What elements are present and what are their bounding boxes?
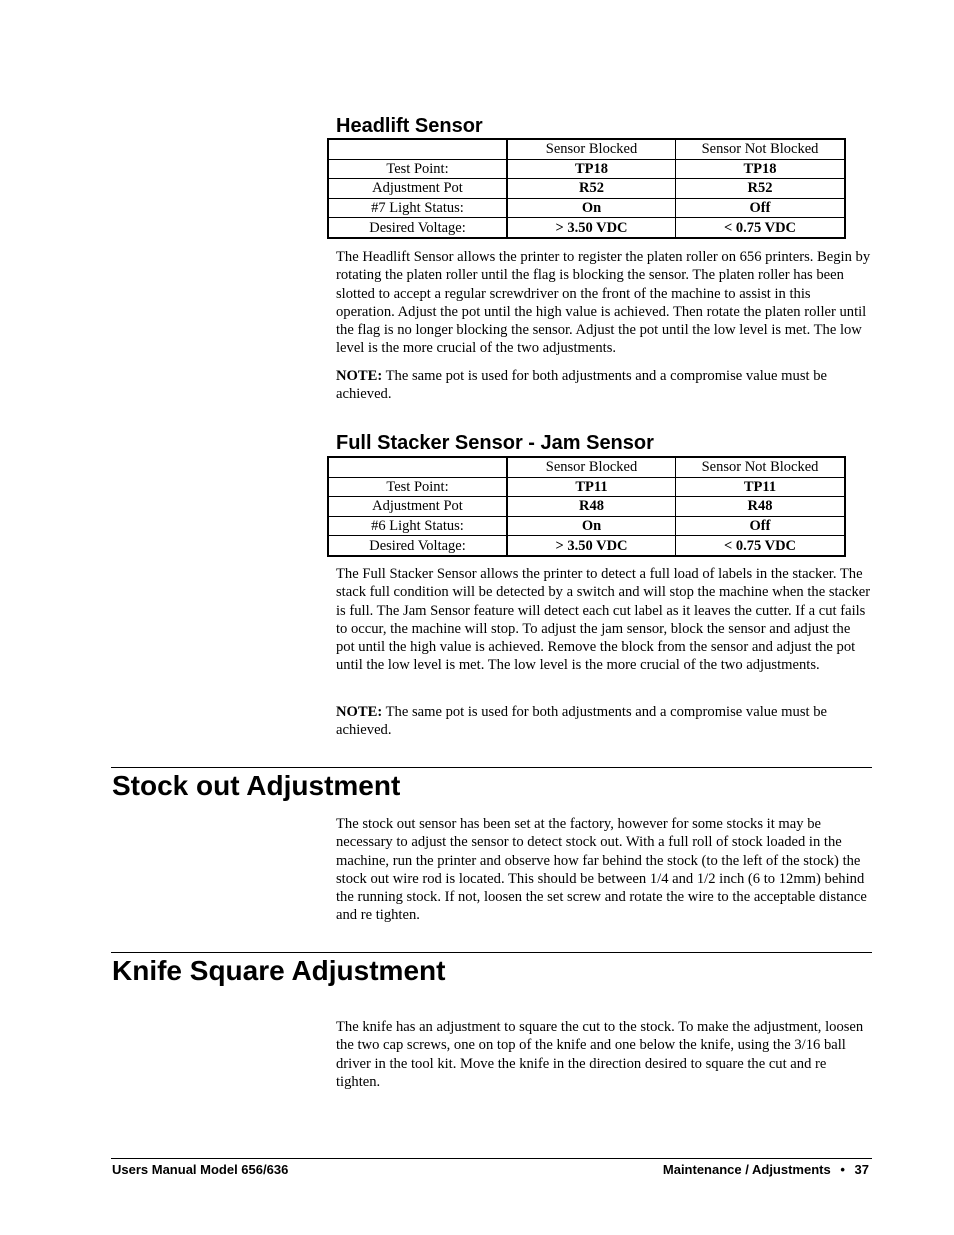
table-row xyxy=(328,536,845,556)
table-cell: TP11 xyxy=(507,477,676,497)
table-row-label: Desired Voltage: xyxy=(328,536,507,556)
table-cell: > 3.50 VDC xyxy=(507,218,676,238)
table-column-header: Sensor Not Blocked xyxy=(676,139,846,159)
knife-square-description: The knife has an adjustment to square the cut to the stock. To make the adjustment, loosen the two cap screws, one on top of the knife and one below the knife, using the 3/16 ball driver in the tool kit. Move the knife in the direction desired to square the cut and re tighten. xyxy=(336,1019,864,1090)
table-row-label: Test Point: xyxy=(328,477,507,497)
stock-out-heading: Stock out Adjustment xyxy=(112,770,401,801)
section-divider xyxy=(111,952,872,953)
table-row xyxy=(328,516,845,536)
table-cell: TP18 xyxy=(507,159,676,179)
table-row-label: Test Point: xyxy=(328,159,507,179)
table-row-label: Adjustment Pot xyxy=(328,497,507,517)
headlift-description: The Headlift Sensor allows the printer to register the platen roller on 656 printers. Begin by rotating the platen roller until the flag is blocking the sensor. The platen roller has been slotted to accept a regular screwdriver on the front of the machine to assist in this operation. Adjust the pot until the high value is achieved. Then rotate the platen roller until the flag is no longer blocking the sensor. Adjust the pot until the low level is met. The low level is the more crucial of the two adjustments. xyxy=(336,249,871,357)
table-row-label: #7 Light Status: xyxy=(328,198,507,218)
table-cell: Off xyxy=(676,198,846,218)
table-row xyxy=(328,218,845,238)
headlift-note xyxy=(336,367,872,404)
stock-out-description: The stock out sensor has been set at the factory, however for some stocks it may be necessary to adjust the sensor to detect stock out. With a full roll of stock loaded in the machine, run the printer and observe how far behind the stock (to the left of the stock) the stock out wire rod is located. This should be between 1/4 and 1/2 inch (6 to 12mm) behind the running stock. If not, loosen the set screw and rotate the wire to the acceptable distance and re tighten. xyxy=(336,816,867,924)
table-cell: R48 xyxy=(507,497,676,517)
table-cell: Off xyxy=(676,516,846,536)
table-column-header: Sensor Blocked xyxy=(507,457,676,477)
stacker-sensor-table xyxy=(327,456,846,557)
table-row-label: #6 Light Status: xyxy=(328,516,507,536)
footer-manual-title: Users Manual Model 656/636 xyxy=(112,1162,289,1177)
footer-bullet: • xyxy=(840,1162,845,1177)
table-cell: R52 xyxy=(676,179,846,199)
note-text: The same pot is used for both adjustments and a compromise value must be achieved. xyxy=(336,704,827,739)
table-row-label: Desired Voltage: xyxy=(328,218,507,238)
table-cell: < 0.75 VDC xyxy=(676,218,846,238)
footer-divider xyxy=(111,1158,872,1159)
table-row-label: Adjustment Pot xyxy=(328,179,507,199)
stacker-sensor-heading: Full Stacker Sensor - Jam Sensor xyxy=(336,432,654,454)
stacker-note xyxy=(336,703,872,740)
headlift-sensor-table xyxy=(327,138,846,239)
table-cell xyxy=(328,457,507,477)
table-row xyxy=(328,198,845,218)
note-text: The same pot is used for both adjustments and a compromise value must be achieved. xyxy=(336,368,827,403)
headlift-sensor-heading: Headlift Sensor xyxy=(336,115,483,137)
footer-page-info xyxy=(663,1162,869,1178)
table-cell: On xyxy=(507,516,676,536)
knife-square-heading: Knife Square Adjustment xyxy=(112,955,446,986)
table-cell: TP18 xyxy=(676,159,846,179)
table-cell: On xyxy=(507,198,676,218)
table-cell: < 0.75 VDC xyxy=(676,536,846,556)
table-cell: > 3.50 VDC xyxy=(507,536,676,556)
table-cell xyxy=(328,139,507,159)
table-cell: R48 xyxy=(676,497,846,517)
note-label: NOTE: xyxy=(336,704,383,720)
page-number: 37 xyxy=(854,1162,869,1177)
table-cell: R52 xyxy=(507,179,676,199)
table-cell: TP11 xyxy=(676,477,846,497)
section-divider xyxy=(111,767,872,768)
table-row xyxy=(328,179,845,199)
footer-section-title: Maintenance / Adjustments xyxy=(662,1162,831,1177)
table-row xyxy=(328,477,845,497)
table-row xyxy=(328,497,845,517)
table-column-header: Sensor Not Blocked xyxy=(676,457,846,477)
table-header-row xyxy=(328,139,845,159)
table-row xyxy=(328,159,845,179)
stacker-description: The Full Stacker Sensor allows the printer to detect a full load of labels in the stacker. The stack full condition will be detected by a switch and will stop the machine when the stacker is full. The Jam Sensor feature will detect each cut label as it leaves the cutter. If a cut fails to occur, the machine will stop. To adjust the jam sensor, block the sensor and adjust the pot until the high value is achieved. Remove the block from the sensor and adjust the pot until the low level is met. The low level is the more crucial of the two adjustments. xyxy=(336,566,871,674)
table-header-row xyxy=(328,457,845,477)
note-label: NOTE: xyxy=(336,368,383,384)
table-column-header: Sensor Blocked xyxy=(507,139,676,159)
